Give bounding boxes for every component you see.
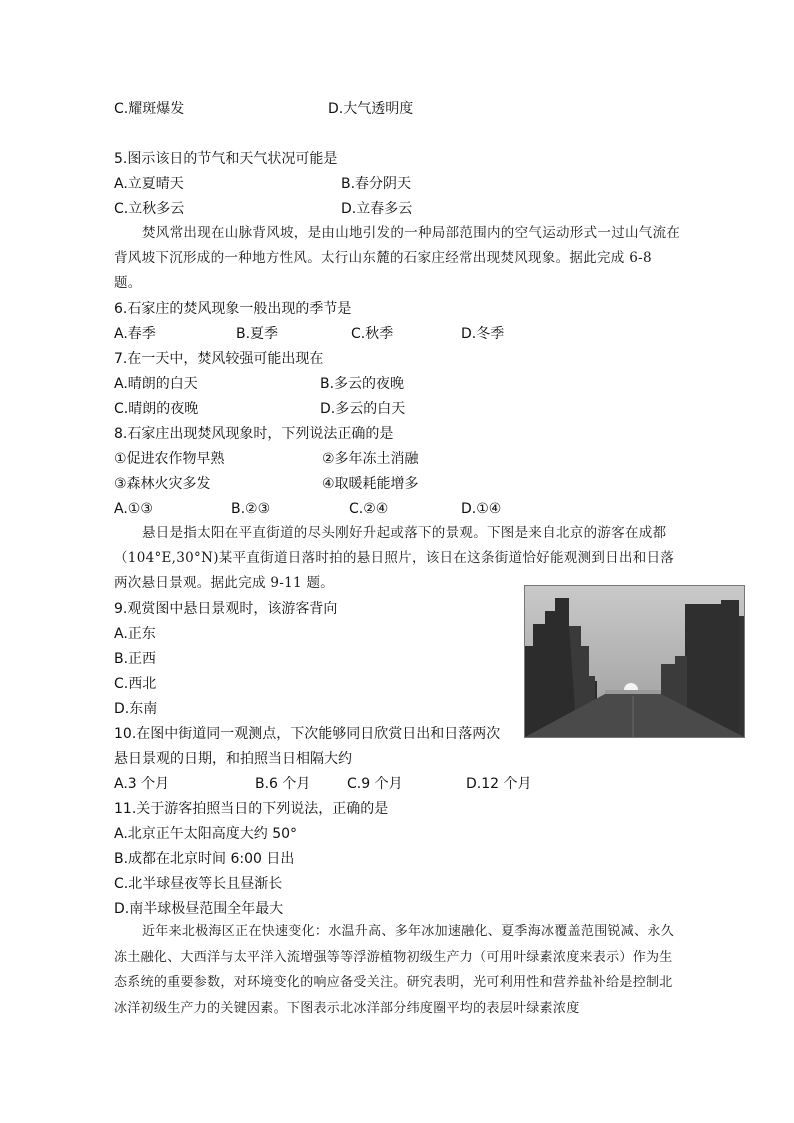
- q7-option-c: C.晴朗的夜晚: [114, 401, 199, 417]
- q11-option-b: B.成都在北京时间 6:00 日出: [114, 851, 295, 867]
- q8-option-c: C.②④: [349, 501, 389, 517]
- q10-option-c: C.9 个月: [347, 776, 403, 792]
- q8-statement-3: ③森林火灾多发: [114, 476, 211, 492]
- q8-statement-4: ④取暖耗能增多: [322, 476, 419, 492]
- passage-hanging-sun: 悬日是指太阳在平直街道的尽头刚好升起或落下的景观。下图是来自北京的游客在成都（104°E,30°N)某平直街道日落时拍的悬日照片，该日在这条街道恰好能观测到日出和日落两次悬日景观。据此完成 9-11 题。: [114, 525, 675, 591]
- q5-option-c: C.立秋多云: [114, 201, 185, 217]
- q5-option-d: D.立春多云: [341, 201, 413, 217]
- passage-foehn: 焚风常出现在山脉背风坡，是由山地引发的一种局部范围内的空气运动形式一过山气流在背风坡下沉形成的一种地方性风。太行山东麓的石家庄经常出现焚风现象。据此完成 6-8 题。: [114, 225, 681, 291]
- q8-option-b: B.②③: [231, 501, 271, 517]
- q7-option-b: B.多云的夜晚: [320, 376, 405, 392]
- q8-stem: 8.石家庄出现焚风现象时，下列说法正确的是: [114, 426, 394, 442]
- q9-stem: 9.观赏图中悬日景观时，该游客背向: [114, 601, 338, 617]
- q9-option-c: C.西北: [114, 676, 157, 692]
- q9-option-b: B.正西: [114, 651, 157, 667]
- q8-option-d: D.①④: [461, 501, 502, 517]
- q9-option-a: A.正东: [114, 626, 156, 642]
- q10-option-d: D.12 个月: [466, 776, 532, 792]
- q7-option-a: A.晴朗的白天: [114, 376, 198, 392]
- q11-stem: 11.关于游客拍照当日的下列说法，正确的是: [114, 801, 389, 817]
- q4-option-c: C.耀斑爆发: [114, 101, 185, 117]
- q6-option-d: D.冬季: [461, 326, 505, 342]
- q5-option-b: B.春分阴天: [341, 176, 412, 192]
- hanging-sun-photo: [524, 585, 745, 738]
- q9-option-d: D.东南: [114, 701, 158, 717]
- q8-statement-1: ①促进农作物早熟: [114, 451, 225, 467]
- q10-stem-line1: 10.在图中街道同一观测点，下次能够同日欣赏日出和日落两次: [114, 726, 501, 742]
- passage-arctic-ocean: 近年来北极海区正在快速变化：水温升高、多年冰加速融化、夏季海冰覆盖范围锐减、永久冻土融化、大西洋与太平洋入流增强等等浮游植物初级生产力（可用叶绿素浓度来表示）作为生态系统的重要参数，对环境变化的响应备受关注。研究表明，光可利用性和营养盐补给是控制北冰洋初级生产力的关键因素。下图表示北冰洋部分纬度圈平均的表层叶绿素浓度: [114, 924, 675, 1016]
- q4-option-d: D.大气透明度: [328, 101, 414, 117]
- q10-stem-line2: 悬日景观的日期，和拍照当日相隔大约: [114, 751, 352, 767]
- q8-statement-2: ②多年冻土消融: [322, 451, 419, 467]
- q6-option-c: C.秋季: [351, 326, 394, 342]
- q5-stem: 5.图示该日的节气和天气状况可能是: [114, 151, 338, 167]
- q11-option-a: A.北京正午太阳高度大约 50°: [114, 826, 298, 842]
- q7-stem: 7.在一天中，焚风较强可能出现在: [114, 351, 324, 367]
- q5-option-a: A.立夏晴天: [114, 176, 184, 192]
- q7-option-d: D.多云的白天: [320, 401, 406, 417]
- q8-option-a: A.①③: [114, 501, 153, 517]
- q10-option-a: A.3 个月: [114, 776, 170, 792]
- q11-option-c: C.北半球昼夜等长且昼渐长: [114, 876, 283, 892]
- q6-option-a: A.春季: [114, 326, 156, 342]
- q6-stem: 6.石家庄的焚风现象一般出现的季节是: [114, 301, 352, 317]
- q6-option-b: B.夏季: [236, 326, 279, 342]
- q11-option-d: D.南半球极昼范围全年最大: [114, 901, 284, 917]
- q10-option-b: B.6 个月: [255, 776, 311, 792]
